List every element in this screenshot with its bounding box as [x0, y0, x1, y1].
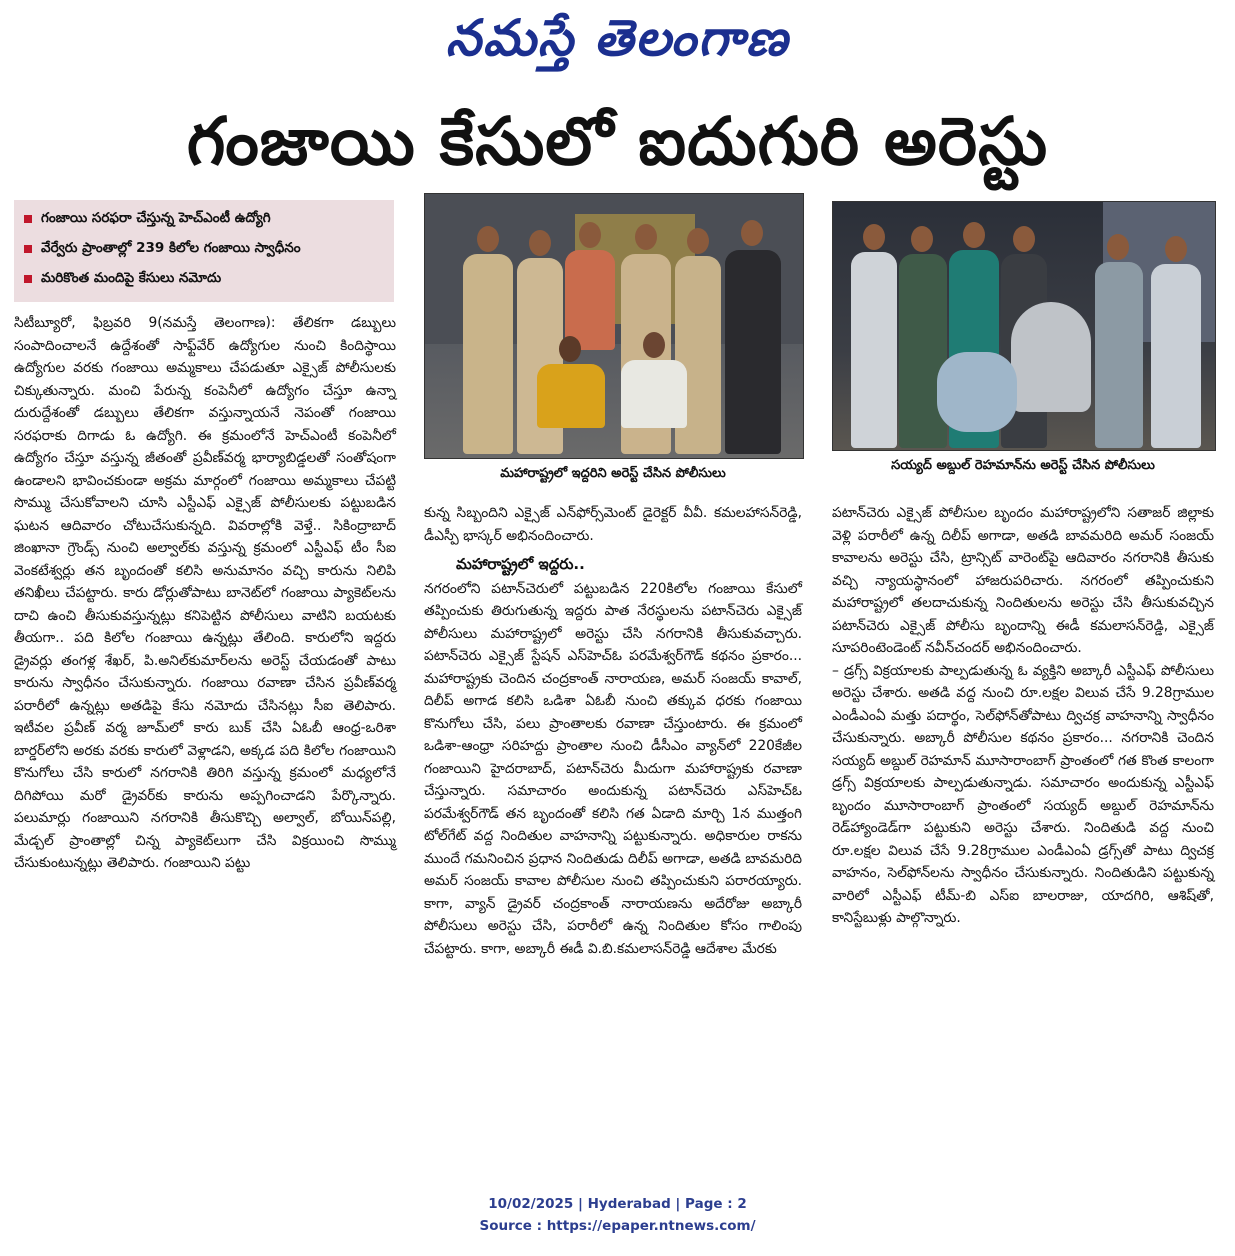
masthead-logo: నమస్తే తెలంగాణ [445, 8, 790, 67]
highlight-item: గంజాయి సరఫరా చేస్తున్న హెచ్‌ఎంటీ ఉద్యోగి [14, 204, 394, 234]
article-paragraph: నగరంలోని పటాన్‌చెరులో పట్టుబడిన 220కిలోల గంజాయి కేసులో తప్పించుకు తిరుగుతున్న ఇద్దరు పాత నేరస్థులను పటాన్‌చెరు ఎక్సైజ్ పోలీసులు మహారాష్ట్రలో అరెస్టు చేసి నగరానికి తీసుకువచ్చారు. పటాన్‌చెరు ఎక్సైజ్ స్టేషన్ ఎస్‌హెచ్‌ఓ పరమేశ్వర్‌గౌడ్ కథనం ప్రకారం... మహారాష్ట్రకు చెందిన చంద్రకాంత్ నారాయణ, అమర్ సంజయ్ కావాల్, దిలీప్ అగాడ కలిసి ఒడిశా ఏఓబీ నుంచి తక్కువ ధరకు గంజాయి కొనుగోలు చేసి, పలు ప్రాంతాలకు రవాణా చేస్తుంటారు. ఈ క్రమంలో ఒడిశా-ఆంధ్రా సరిహద్దు ప్రాంతాల నుంచి డీసీఎం వ్యాన్‌లో 220కేజీల గంజాయిని హైదరాబాద్, పటాన్‌చెరు మీదుగా మహారాష్ట్రకు రవాణా చేస్తున్నారు. సమాచారం అందుకున్న పటాన్‌చెరు ఎస్‌హెచ్‌ఓ పరమేశ్వర్‌గౌడ్ తన బృందంతో కలిసి గత ఏడాది మార్చి 1న ముత్తంగి టోల్‌గేట్ వద్ద నిందితుల వాహనాన్ని పట్టుకున్నారు. అధికారుల రాకను ముందే గమనించిన ప్రధాన నిందితుడు దిలీప్ అగాడా, అతడి బావమరిది అమర్ సంజయ్ కావాల పోలీసుల నుంచి తప్పించుకుని పరారయ్యారు. కాగా, వ్యాన్ డ్రైవర్ చంద్రకాంత్ నారాయణను అదేరోజు అబ్కారీ పోలీసులు అరెస్టు చేసి, పరారీలో ఉన్న నిందితుల కోసం గాలింపు చేపట్టారు. కాగా, అబ్కారీ ఈడీ వి.బి.కమలాసన్‌రెడ్డి ఆదేశాల మేరకు [424, 580, 802, 957]
highlights-box [14, 200, 394, 302]
highlight-item: మరికొంత మందిపై కేసులు నమోదు [14, 264, 394, 294]
highlight-item: వేర్వేరు ప్రాంతాల్లో 239 కిలోల గంజాయి స్వాధీనం [14, 234, 394, 264]
article-column-2 [424, 502, 802, 960]
bullet-square-icon [24, 245, 32, 253]
article-paragraph: పటాన్‌చెరు ఎక్సైజ్ పోలీసుల బృందం మహారాష్ట్రలోని సతాజర్ జిల్లాకు వెళ్లి పరారీలో ఉన్న దిలీప్ అగాడా, అతడి బావమరిది అమర్ సంజయ్ కావాలను అరెస్టు చేసి, ట్రాన్సిట్ వారెంట్‌పై ఆదివారం నగరానికి తీసుకు వచ్చి న్యాయస్థానంలో హాజరుపరిచారు. నగరంలో తప్పించుకుని మహారాష్ట్రలో తలదాచుకున్న నిందితులను అరెస్టు చేసి తీసుకువచ్చిన పటాన్‌చెరు ఎక్సైజ్ పోలీసు బృందాన్ని ఈడీ కమలాసన్‌రెడ్డి, ఎక్సైజ్ సూపరింటెండెంట్ నవీన్‌చందర్ అభినందించారు. [832, 505, 1214, 656]
article-column-1 [14, 312, 396, 875]
article-paragraph: సిటీబ్యూరో, ఫిబ్రవరి 9(నమస్తే తెలంగాణ): తేలికగా డబ్బులు సంపాదించాలనే ఉద్దేశంతో సాఫ్ట్‌వేర్ ఉద్యోగుల నుంచి కిందిస్థాయి ఉద్యోగుల వరకు గంజాయి అమ్మకాలు చేపడుతూ ఎక్సైజ్ పోలీసులకు చిక్కుతున్నారు. మంచి పేరున్న కంపెనీలో ఉద్యోగం చేస్తూ ఉన్నా దురుద్దేశంతో డబ్బులు తేలికగా వస్తున్నాయనే నెపంతో గంజాయి సరఫరాకు దిగాడు ఓ ఉద్యోగి. ఈ క్రమంలోనే హెచ్‌ఎంటీ కంపెనీలో ఉద్యోగం చేస్తూ వస్తున్న జీతంతో ప్రవీణ్‌వర్మ భార్యాబిడ్డలతో సంతోషంగా ఉండాలని భావించకుండా అక్రమ మార్గంలో గంజాయి అమ్మకాలు చేపట్టి సొమ్ము చేసుకోవాలని చూసి ఎస్టీఎఫ్ ఎక్సైజ్ పోలీసులకు పట్టుబడిన ఘటన ఆదివారం చోటుచేసుకున్నది. వివరాల్లోకి వెళ్తే.. సికింద్రాబాద్ జింఖానా గ్రౌండ్స్ నుంచి అల్వాల్‌కు వస్తున్న క్రమంలో ఎస్టీఎఫ్ టీం సీఐ వెంకటేశ్వర్లు తన బృందంతో కలిసి అనుమానం వచ్చి కారును నిలిపి తనిఖీలు చేపట్టారు. కారు డోర్లుతోపాటు బానెట్‌లో గంజాయి ప్యాకెట్‌లను దాచి ఉంచి తీసుకువస్తున్నట్లు కనిపెట్టిన పోలీసులు వాటిని బయటకు తీయగా.. పది కిలోల గంజాయి ఉన్నట్లు తేలింది. కారులోని ఇద్దరు డ్రైవర్లు తంగళ్ల శేఖర్, పి.అనిల్‌కుమార్‌లను అరెస్ట్ చేయడంతో పాటు కారును స్వాధీనం చేసుకున్నారు. గంజాయి రవాణా చేసిన ప్రవీణ్‌వర్మ పరారీలో ఉన్నట్లు అతడిపై కేసు నమోదు చేసినట్లు సీఐ తెలిపారు. ఇటీవల ప్రవీణ్ వర్మ జూమ్‌లో కారు బుక్ చేసి ఏఓబీ ఆంధ్ర-ఒరిశా బార్డర్‌లోని అరకు వరకు కారులో వెళ్లాడని, అక్కడ పది కిలోల గంజాయిని కొనుగోలు చేసి కారులో నగరానికి తిరిగి వస్తున్న క్రమంలో మధ్యలోనే దిగిపోయి మరో డ్రైవర్‌కు కారును అప్పగించాడని పేర్కొన్నారు. పలుమార్లు గంజాయిని నగరానికి తీసుకొచ్చి అల్వాల్, బోయిన్‌పల్లి, మేడ్చల్ ప్రాంతాల్లో చిన్న ప్యాకెట్‌లుగా చేసి విక్రయించి సొమ్ము చేసుకుంటున్నట్లు తెలిపారు. గంజాయిని పట్టు [14, 315, 396, 871]
footer [0, 1193, 1235, 1237]
photo-caption: మహారాష్ట్రలో ఇద్దరిని అరెస్ట్ చేసిన పోలీసులు [500, 466, 726, 481]
footer-source-link[interactable]: Source : https://epaper.ntnews.com/ [479, 1218, 756, 1234]
article-paragraph: – డ్రగ్స్ విక్రయాలకు పాల్పడుతున్న ఓ వ్యక్తిని అబ్కారీ ఎస్టీఎఫ్ పోలీసులు అరెస్టు చేశారు. అతడి వద్ద నుంచి రూ.లక్షల విలువ చేసే 9.28గ్రాముల ఎండీఎంఏ మత్తు పదార్థం, సెల్‌ఫోన్‌తోపాటు ద్విచక్ర వాహనాన్ని స్వాధీనం చేసుకున్నారు. అబ్కారీ పోలీసుల కథనం ప్రకారం... నగరానికి చెందిన సయ్యద్ అబ్దుల్ రెహమాన్ మూసారాంబాగ్ ప్రాంతంలో గత కొంత కాలంగా డ్రగ్స్ విక్రయాలకు పాల్పడుతున్నాడు. సమాచారం అందుకున్న ఎస్టీఎఫ్ బృందం మూసారాంబాగ్ ప్రాంతంలో సయ్యద్ అబ్దుల్ రెహమాన్‌ను రెడ్‌హ్యాండెడ్‌గా పట్టుకుని అరెస్టు చేశారు. నిందితుడి వద్ద నుంచి రూ.లక్షల విలువ చేసే 9.28గ్రాముల ఎండీఎంఏ డ్రగ్స్‌తో పాటు ద్విచక్ర వాహనం, సెల్‌ఫోన్‌లను స్వాధీనం చేసుకున్నారు. నిందితుడిని పట్టుకున్న వారిలో ఎస్టీఎఫ్ టీమ్-బి ఎస్ఐ బాలరాజు, యాదగిరి, ఆశిష్‌తో, కానిస్టేబుళ్లు పాల్గొన్నారు. [832, 662, 1214, 926]
article-paragraph: కున్న సిబ్బందిని ఎక్సైజ్ ఎన్‌ఫోర్స్‌మెంట్ డైరెక్టర్ వీవీ. కమలహాసన్‌రెడ్డి, డీఎస్పీ భాస్కర్ అభినందించారు. [424, 505, 802, 544]
photo-police-maharashtra-arrest [424, 193, 804, 459]
headline: గంజాయి కేసులో ఐదుగురి అరెస్టు [186, 103, 1049, 180]
bullet-square-icon [24, 275, 32, 283]
article-subheading: మహారాష్ట్రలో ఇద్దరు.. [456, 555, 585, 573]
footer-date-edition: 10/02/2025 | Hyderabad | Page : 2 [488, 1196, 747, 1212]
article-column-3 [832, 502, 1214, 930]
photo-caption: సయ్యద్ అబ్దుల్ రెహమాన్‌ను అరెస్ట్ చేసిన పోలీసులు [891, 458, 1155, 473]
photo-police-rehman-arrest [832, 201, 1216, 451]
bullet-square-icon [24, 215, 32, 223]
